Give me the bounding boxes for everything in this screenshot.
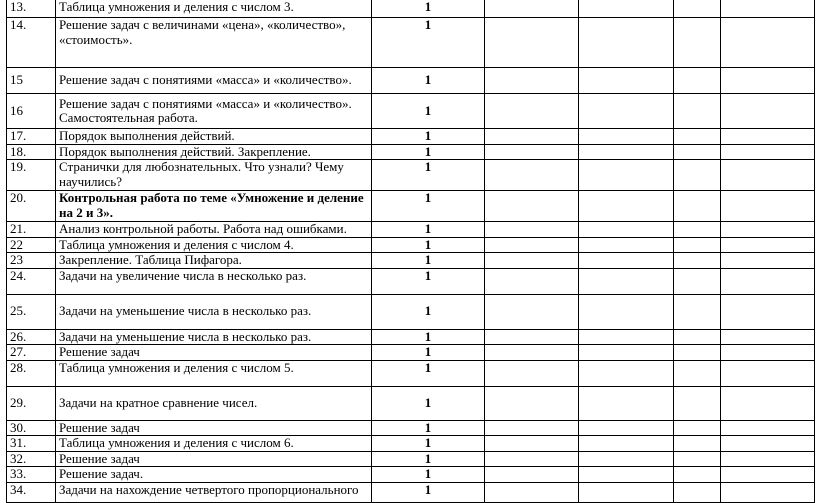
table-row xyxy=(7,345,815,361)
lesson-topic: Задачи на увеличение числа в несколько раз. xyxy=(56,268,372,294)
lesson-number: 28. xyxy=(7,360,56,386)
table-row xyxy=(7,160,815,191)
lesson-number: 20. xyxy=(7,191,56,222)
lesson-number: 32. xyxy=(7,451,56,467)
lesson-topic: Решение задач xyxy=(56,420,372,436)
notes-cell xyxy=(721,451,815,467)
extra-cell xyxy=(674,360,721,386)
planned-date-cell xyxy=(485,94,579,129)
notes-cell xyxy=(721,268,815,294)
planned-date-cell xyxy=(485,222,579,238)
table-row xyxy=(7,191,815,222)
actual-date-cell xyxy=(579,294,674,329)
notes-cell xyxy=(721,329,815,345)
extra-cell xyxy=(674,294,721,329)
extra-cell xyxy=(674,345,721,361)
extra-cell xyxy=(674,420,721,436)
table-row xyxy=(7,237,815,253)
planned-date-cell xyxy=(485,191,579,222)
notes-cell xyxy=(721,345,815,361)
table-row xyxy=(7,222,815,238)
table-row xyxy=(7,420,815,436)
notes-cell xyxy=(721,436,815,452)
actual-date-cell xyxy=(579,360,674,386)
lesson-number: 21. xyxy=(7,222,56,238)
table-row xyxy=(7,360,815,386)
planned-date-cell xyxy=(485,253,579,269)
table-row xyxy=(7,482,815,502)
lesson-number: 26. xyxy=(7,329,56,345)
planned-date-cell xyxy=(485,129,579,145)
actual-date-cell xyxy=(579,345,674,361)
lesson-number: 25. xyxy=(7,294,56,329)
planned-date-cell xyxy=(485,144,579,160)
actual-date-cell xyxy=(579,467,674,483)
lesson-hours: 1 xyxy=(372,18,485,68)
extra-cell xyxy=(674,329,721,345)
lesson-hours: 1 xyxy=(372,222,485,238)
lesson-hours: 1 xyxy=(372,294,485,329)
planned-date-cell xyxy=(485,420,579,436)
table-row xyxy=(7,294,815,329)
lesson-topic: Странички для любознательных. Что узнали? Чему научились? xyxy=(56,160,372,191)
notes-cell xyxy=(721,222,815,238)
extra-cell xyxy=(674,94,721,129)
lesson-topic: Задачи на уменьшение числа в несколько раз. xyxy=(56,294,372,329)
lesson-topic: Закрепление. Таблица Пифагора. xyxy=(56,253,372,269)
actual-date-cell xyxy=(579,144,674,160)
extra-cell xyxy=(674,451,721,467)
actual-date-cell xyxy=(579,436,674,452)
extra-cell xyxy=(674,482,721,502)
lesson-number: 14. xyxy=(7,18,56,68)
extra-cell xyxy=(674,237,721,253)
lesson-hours: 1 xyxy=(372,191,485,222)
planned-date-cell xyxy=(485,329,579,345)
lesson-topic: Таблица умножения и деления с числом 5. xyxy=(56,360,372,386)
lesson-hours: 1 xyxy=(372,94,485,129)
actual-date-cell xyxy=(579,68,674,94)
lesson-topic: Таблица умножения и деления с числом 4. xyxy=(56,237,372,253)
notes-cell xyxy=(721,467,815,483)
actual-date-cell xyxy=(579,237,674,253)
actual-date-cell xyxy=(579,129,674,145)
actual-date-cell xyxy=(579,451,674,467)
extra-cell xyxy=(674,129,721,145)
notes-cell xyxy=(721,191,815,222)
planned-date-cell xyxy=(485,18,579,68)
actual-date-cell xyxy=(579,222,674,238)
extra-cell xyxy=(674,144,721,160)
planned-date-cell xyxy=(485,451,579,467)
actual-date-cell xyxy=(579,0,674,18)
extra-cell xyxy=(674,18,721,68)
extra-cell xyxy=(674,160,721,191)
planned-date-cell xyxy=(485,436,579,452)
planned-date-cell xyxy=(485,160,579,191)
extra-cell xyxy=(674,467,721,483)
planned-date-cell xyxy=(485,294,579,329)
lesson-hours: 1 xyxy=(372,386,485,420)
lesson-number: 23 xyxy=(7,253,56,269)
lesson-topic: Решение задач с величинами «цена», «количество», «стоимость». xyxy=(56,18,372,68)
table-row xyxy=(7,18,815,68)
lesson-topic: Задачи на кратное сравнение чисел. xyxy=(56,386,372,420)
extra-cell xyxy=(674,436,721,452)
table-row xyxy=(7,253,815,269)
lesson-hours: 1 xyxy=(372,253,485,269)
notes-cell xyxy=(721,144,815,160)
lesson-topic: Решение задач xyxy=(56,451,372,467)
notes-cell xyxy=(721,420,815,436)
table-body xyxy=(7,0,815,502)
lesson-hours: 1 xyxy=(372,420,485,436)
actual-date-cell xyxy=(579,18,674,68)
lesson-hours: 1 xyxy=(372,360,485,386)
lesson-topic: Порядок выполнения действий. xyxy=(56,129,372,145)
planned-date-cell xyxy=(485,345,579,361)
table-row xyxy=(7,144,815,160)
actual-date-cell xyxy=(579,329,674,345)
lesson-number: 17. xyxy=(7,129,56,145)
actual-date-cell xyxy=(579,160,674,191)
lesson-hours: 1 xyxy=(372,129,485,145)
notes-cell xyxy=(721,94,815,129)
actual-date-cell xyxy=(579,191,674,222)
notes-cell xyxy=(721,68,815,94)
actual-date-cell xyxy=(579,253,674,269)
lesson-hours: 1 xyxy=(372,451,485,467)
lesson-hours: 1 xyxy=(372,160,485,191)
table-row xyxy=(7,268,815,294)
actual-date-cell xyxy=(579,420,674,436)
lesson-topic: Решение задач. xyxy=(56,467,372,483)
lesson-number: 18. xyxy=(7,144,56,160)
table-row xyxy=(7,451,815,467)
extra-cell xyxy=(674,222,721,238)
lesson-number: 15 xyxy=(7,68,56,94)
lesson-number: 24. xyxy=(7,268,56,294)
lesson-hours: 1 xyxy=(372,237,485,253)
notes-cell xyxy=(721,237,815,253)
lesson-number: 29. xyxy=(7,386,56,420)
lesson-number: 27. xyxy=(7,345,56,361)
planned-date-cell xyxy=(485,360,579,386)
notes-cell xyxy=(721,18,815,68)
lesson-topic: Задачи на нахождение четвертого пропорционального xyxy=(56,482,372,502)
lesson-number: 33. xyxy=(7,467,56,483)
notes-cell xyxy=(721,360,815,386)
notes-cell xyxy=(721,386,815,420)
lesson-number: 22 xyxy=(7,237,56,253)
notes-cell xyxy=(721,482,815,502)
planned-date-cell xyxy=(485,268,579,294)
lesson-number: 31. xyxy=(7,436,56,452)
planned-date-cell xyxy=(485,467,579,483)
extra-cell xyxy=(674,68,721,94)
lesson-plan-table xyxy=(6,0,815,503)
lesson-topic: Анализ контрольной работы. Работа над ошибками. xyxy=(56,222,372,238)
table-row xyxy=(7,436,815,452)
notes-cell xyxy=(721,0,815,18)
lesson-topic: Решение задач xyxy=(56,345,372,361)
actual-date-cell xyxy=(579,482,674,502)
lesson-topic: Решение задач с понятиями «масса» и «количество». xyxy=(56,68,372,94)
extra-cell xyxy=(674,0,721,18)
planned-date-cell xyxy=(485,237,579,253)
lesson-hours: 1 xyxy=(372,144,485,160)
lesson-topic: Контрольная работа по теме «Умножение и деление на 2 и 3». xyxy=(56,191,372,222)
table-row xyxy=(7,94,815,129)
notes-cell xyxy=(721,294,815,329)
table-row xyxy=(7,129,815,145)
actual-date-cell xyxy=(579,268,674,294)
lesson-hours: 1 xyxy=(372,467,485,483)
lesson-hours: 1 xyxy=(372,0,485,18)
notes-cell xyxy=(721,129,815,145)
lesson-number: 30. xyxy=(7,420,56,436)
lesson-topic: Таблица умножения и деления с числом 6. xyxy=(56,436,372,452)
notes-cell xyxy=(721,160,815,191)
actual-date-cell xyxy=(579,386,674,420)
extra-cell xyxy=(674,386,721,420)
actual-date-cell xyxy=(579,94,674,129)
table-row xyxy=(7,0,815,18)
planned-date-cell xyxy=(485,0,579,18)
extra-cell xyxy=(674,253,721,269)
lesson-hours: 1 xyxy=(372,68,485,94)
table-row xyxy=(7,467,815,483)
lesson-hours: 1 xyxy=(372,436,485,452)
lesson-hours: 1 xyxy=(372,482,485,502)
table-row xyxy=(7,386,815,420)
planned-date-cell xyxy=(485,386,579,420)
lesson-topic: Решение задач с понятиями «масса» и «количество». Самостоятельная работа. xyxy=(56,94,372,129)
lesson-hours: 1 xyxy=(372,268,485,294)
extra-cell xyxy=(674,191,721,222)
lesson-topic: Таблица умножения и деления с числом 3. xyxy=(56,0,372,18)
lesson-number: 19. xyxy=(7,160,56,191)
lesson-topic: Порядок выполнения действий. Закрепление. xyxy=(56,144,372,160)
lesson-number: 34. xyxy=(7,482,56,502)
planned-date-cell xyxy=(485,482,579,502)
extra-cell xyxy=(674,268,721,294)
lesson-number: 16 xyxy=(7,94,56,129)
table-row xyxy=(7,329,815,345)
lesson-topic: Задачи на уменьшение числа в несколько раз. xyxy=(56,329,372,345)
lesson-hours: 1 xyxy=(372,329,485,345)
lesson-number: 13. xyxy=(7,0,56,18)
planned-date-cell xyxy=(485,68,579,94)
table-row xyxy=(7,68,815,94)
notes-cell xyxy=(721,253,815,269)
lesson-hours: 1 xyxy=(372,345,485,361)
